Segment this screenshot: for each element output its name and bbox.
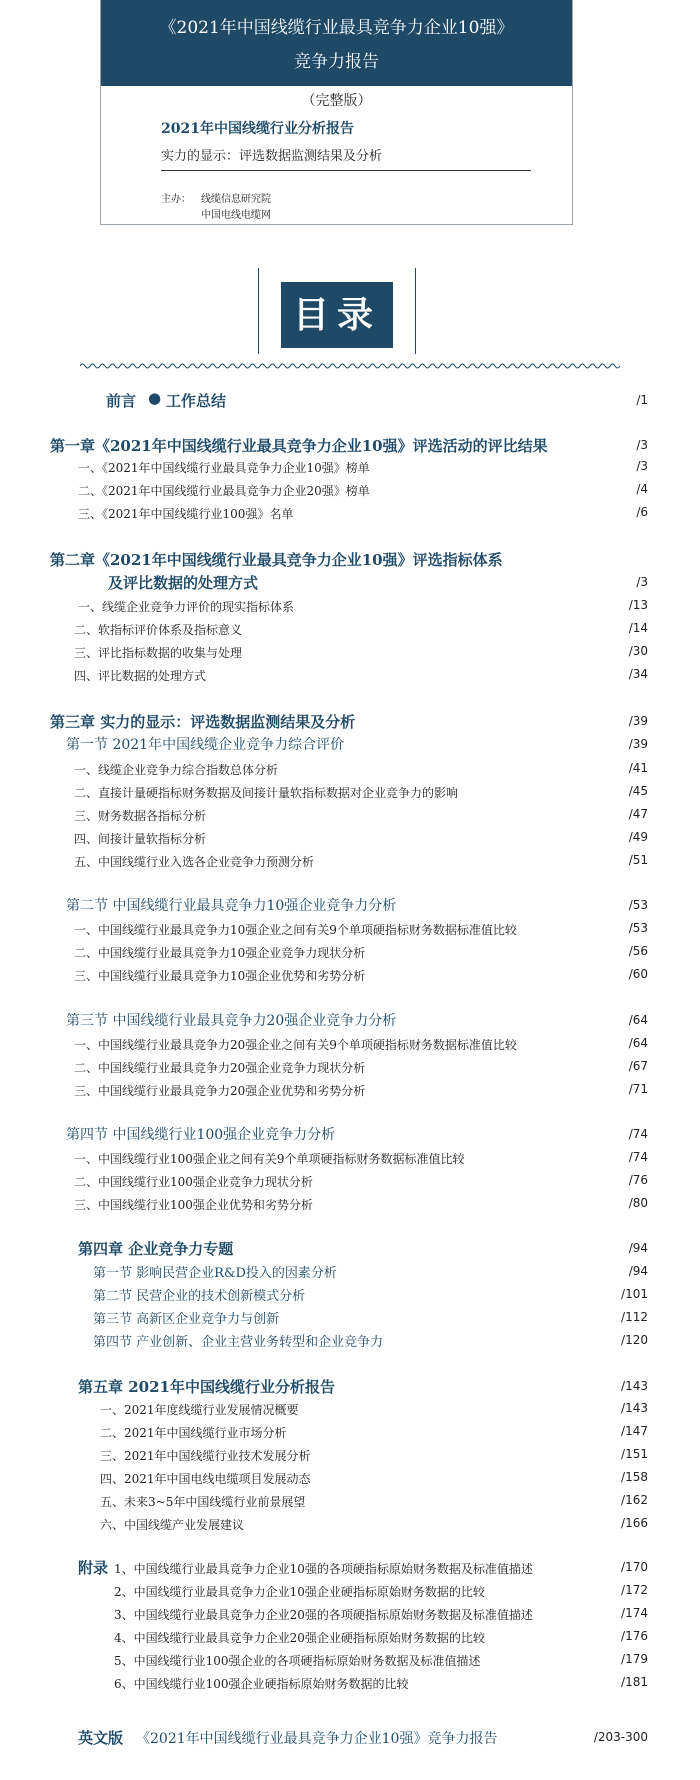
- cover-divider: [161, 170, 531, 171]
- toc-item[interactable]: 五、未来3~5年中国线缆行业前景展望: [100, 1495, 306, 1509]
- cover-subtitle: 2021年中国线缆行业分析报告: [161, 121, 354, 137]
- toc-item[interactable]: 第一节 影响民营企业R&D投入的因素分析: [93, 1266, 337, 1281]
- toc-item[interactable]: 二、2021年中国线缆行业市场分析: [100, 1426, 287, 1440]
- page-number: /49: [628, 830, 648, 844]
- page-number: /74: [628, 1127, 648, 1141]
- toc-item[interactable]: 五、中国线缆行业入选各企业竞争力预测分析: [74, 855, 315, 869]
- decorative-divider: [415, 268, 416, 354]
- appendix-item[interactable]: 1、中国线缆行业最具竞争力企业10强的各项硬指标原始财务数据及标准值描述: [114, 1562, 533, 1576]
- bullet-icon: ●: [148, 389, 162, 407]
- page-number: /30: [628, 644, 648, 658]
- page-number: /14: [628, 621, 648, 635]
- wave-divider: [80, 362, 620, 370]
- toc-item[interactable]: 四、评比数据的处理方式: [74, 669, 207, 683]
- page-number: /53: [628, 898, 648, 912]
- page-number: /34: [628, 667, 648, 681]
- toc-title: 目录: [281, 282, 393, 348]
- section-title[interactable]: 第三节 中国线缆行业最具竞争力20强企业竞争力分析: [66, 1013, 397, 1029]
- page-number: /3: [636, 438, 648, 452]
- page-number: /41: [628, 761, 648, 775]
- page-number: /76: [628, 1173, 648, 1187]
- cover-title-line2: 竞争力报告: [294, 52, 379, 72]
- chapter-title[interactable]: 第五章 2021年中国线缆行业分析报告: [78, 1378, 335, 1396]
- organizer-name: 中国电线电缆网: [201, 210, 271, 221]
- page-number: /94: [628, 1241, 648, 1255]
- page-number: /80: [628, 1196, 648, 1210]
- appendix-label[interactable]: 附录: [78, 1559, 109, 1577]
- toc-item[interactable]: 二、中国线缆行业100强企业竞争力现状分析: [74, 1175, 313, 1189]
- toc-item[interactable]: 第四节 产业创新、企业主营业务转型和企业竞争力: [93, 1335, 384, 1350]
- page-number: /3: [636, 575, 648, 589]
- page-number: /120: [621, 1333, 648, 1347]
- chapter-title[interactable]: 第四章 企业竞争力专题: [78, 1240, 234, 1258]
- page-number: /47: [628, 807, 648, 821]
- toc-item[interactable]: 一、中国线缆行业最具竞争力10强企业之间有关9个单项硬指标财务数据标准值比较: [74, 923, 517, 937]
- page-number: /94: [628, 1264, 648, 1278]
- toc-item[interactable]: 一、中国线缆行业100强企业之间有关9个单项硬指标财务数据标准值比较: [74, 1152, 465, 1166]
- page-number: /64: [628, 1036, 648, 1050]
- english-edition-title[interactable]: 《2021年中国线缆行业最具竞争力企业10强》竞争力报告: [136, 1731, 498, 1747]
- page-number: /60: [628, 967, 648, 981]
- organizer-name: 线缆信息研究院: [201, 194, 271, 205]
- page-number: /4: [636, 482, 648, 496]
- page-number: /203-300: [593, 1730, 648, 1744]
- cover-subtitle-secondary: 实力的显示：评选数据监测结果及分析: [161, 149, 383, 164]
- organizer-label: 主办：: [161, 194, 191, 205]
- page-number: /181: [621, 1675, 648, 1689]
- toc-item[interactable]: 三、评比指标数据的收集与处理: [74, 646, 243, 660]
- toc-item[interactable]: 二、中国线缆行业最具竞争力10强企业竞争力现状分析: [74, 946, 366, 960]
- english-edition-label[interactable]: 英文版: [78, 1729, 124, 1747]
- toc-item[interactable]: 三、中国线缆行业最具竞争力10强企业优势和劣势分析: [74, 969, 366, 983]
- chapter-title[interactable]: 第三章 实力的显示：评选数据监测结果及分析: [50, 713, 356, 731]
- page-number: /67: [628, 1059, 648, 1073]
- toc-item[interactable]: 三、中国线缆行业最具竞争力20强企业优势和劣势分析: [74, 1084, 366, 1098]
- page-number: /71: [628, 1082, 648, 1096]
- page-number: /179: [621, 1652, 648, 1666]
- cover-title: 《2021年中国线缆行业最具竞争力企业10强》: [159, 18, 514, 38]
- page-number: /39: [628, 714, 648, 728]
- preface-title[interactable]: 工作总结: [166, 392, 227, 410]
- section-title[interactable]: 第一节 2021年中国线缆企业竞争力综合评价: [66, 737, 345, 753]
- toc-item[interactable]: 二、《2021年中国线缆行业最具竞争力企业20强》榜单: [78, 484, 370, 498]
- page-number: /39: [628, 737, 648, 751]
- section-title[interactable]: 第四节 中国线缆行业100强企业竞争力分析: [66, 1127, 336, 1143]
- page-number: /1: [636, 393, 648, 407]
- page-number: /176: [621, 1629, 648, 1643]
- toc-item[interactable]: 二、直接计量硬指标财务数据及间接计量软指标数据对企业竞争力的影响: [74, 786, 459, 800]
- page-number: /143: [621, 1379, 648, 1393]
- page-number: /174: [621, 1606, 648, 1620]
- toc-item[interactable]: 三、中国线缆行业100强企业优势和劣势分析: [74, 1198, 313, 1212]
- toc-item[interactable]: 一、线缆企业竞争力综合指数总体分析: [74, 763, 279, 777]
- toc-item[interactable]: 三、财务数据各指标分析: [74, 809, 207, 823]
- page-number: /158: [621, 1470, 648, 1484]
- page-number: /13: [628, 598, 648, 612]
- toc-item[interactable]: 一、中国线缆行业最具竞争力20强企业之间有关9个单项硬指标财务数据标准值比较: [74, 1038, 517, 1052]
- page-number: /64: [628, 1013, 648, 1027]
- page-number: /45: [628, 784, 648, 798]
- page-number: /53: [628, 921, 648, 935]
- toc-item[interactable]: 四、间接计量软指标分析: [74, 832, 207, 846]
- chapter-title[interactable]: 第二章《2021年中国线缆行业最具竞争力企业10强》评选指标体系: [50, 551, 503, 569]
- toc-item[interactable]: 一、2021年度线缆行业发展情况概要: [100, 1403, 299, 1417]
- chapter-title-line2[interactable]: 及评比数据的处理方式: [108, 574, 259, 592]
- page-number: /151: [621, 1447, 648, 1461]
- chapter-title[interactable]: 第一章《2021年中国线缆行业最具竞争力企业10强》评选活动的评比结果: [50, 437, 548, 455]
- page-number: /6: [636, 505, 648, 519]
- page-number: /56: [628, 944, 648, 958]
- preface-label[interactable]: 前言: [106, 392, 137, 410]
- page-number: /147: [621, 1424, 648, 1438]
- page-number: /112: [621, 1310, 648, 1324]
- toc-item[interactable]: 第三节 高新区企业竞争力与创新: [93, 1312, 280, 1327]
- page-number: /51: [628, 853, 648, 867]
- appendix-item[interactable]: 4、中国线缆行业最具竞争力企业20强企业硬指标原始财务数据的比较: [114, 1631, 485, 1645]
- toc-item[interactable]: 四、2021年中国电线电缆项目发展动态: [100, 1472, 311, 1486]
- decorative-divider: [258, 268, 259, 354]
- toc-item[interactable]: 二、中国线缆行业最具竞争力20强企业竞争力现状分析: [74, 1061, 366, 1075]
- page-number: /170: [621, 1560, 648, 1574]
- appendix-item[interactable]: 6、中国线缆行业100强企业硬指标原始财务数据的比较: [114, 1677, 409, 1691]
- appendix-item[interactable]: 5、中国线缆行业100强企业的各项硬指标原始财务数据及标准值描述: [114, 1654, 481, 1668]
- toc-item[interactable]: 一、《2021年中国线缆行业最具竞争力企业10强》榜单: [78, 461, 370, 475]
- page-number: /143: [621, 1401, 648, 1415]
- appendix-item[interactable]: 3、中国线缆行业最具竞争力企业20强的各项硬指标原始财务数据及标准值描述: [114, 1608, 533, 1622]
- toc-item[interactable]: 二、软指标评价体系及指标意义: [74, 623, 243, 637]
- page-number: /172: [621, 1583, 648, 1597]
- cover-title-band: [101, 0, 572, 86]
- page-number: /101: [621, 1287, 648, 1301]
- page-number: /162: [621, 1493, 648, 1507]
- appendix-item[interactable]: 2、中国线缆行业最具竞争力企业10强企业硬指标原始财务数据的比较: [114, 1585, 485, 1599]
- section-title[interactable]: 第二节 中国线缆行业最具竞争力10强企业竞争力分析: [66, 898, 397, 914]
- toc-item[interactable]: 一、线缆企业竞争力评价的现实指标体系: [78, 600, 295, 614]
- toc-item[interactable]: 三、《2021年中国线缆行业100强》名单: [78, 507, 294, 521]
- toc-item[interactable]: 三、2021年中国线缆行业技术发展分析: [100, 1449, 311, 1463]
- page-number: /166: [621, 1516, 648, 1530]
- cover-edition: （完整版）: [301, 93, 372, 109]
- toc-item[interactable]: 第二节 民营企业的技术创新模式分析: [93, 1289, 306, 1304]
- page-number: /3: [636, 459, 648, 473]
- toc-item[interactable]: 六、中国线缆产业发展建议: [100, 1518, 245, 1532]
- page-number: /74: [628, 1150, 648, 1164]
- report-cover: [100, 0, 573, 225]
